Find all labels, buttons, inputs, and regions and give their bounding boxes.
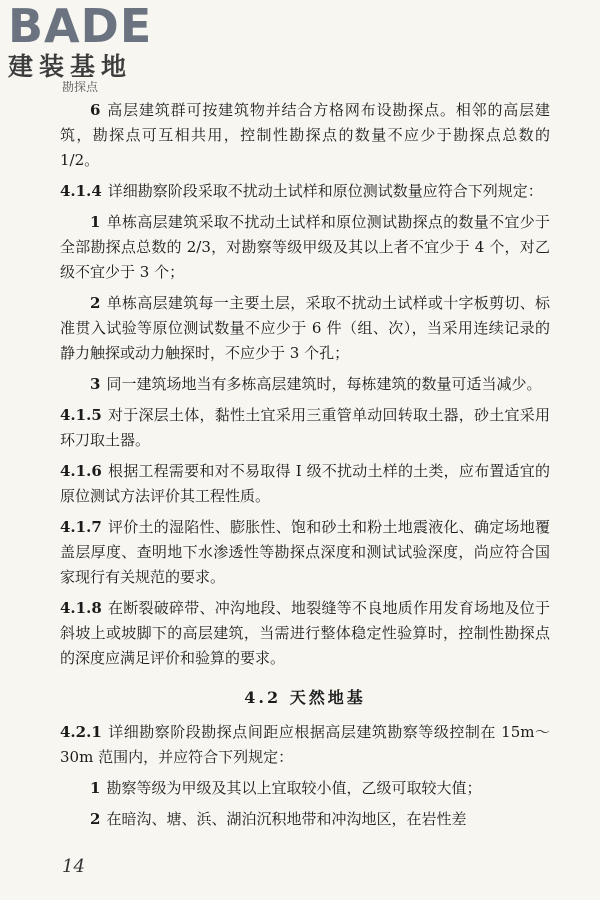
clause-number: 4.1.6 <box>60 462 102 480</box>
paragraph <box>60 372 550 397</box>
paragraph <box>60 807 550 832</box>
clause-text: 对于深层土体，黏性土宜采用三重管单动回转取土器，砂土宜采用环刀取土器。 <box>60 406 550 449</box>
clause-text: 在断裂破碎带、冲沟地段、地裂缝等不良地质作用发育场地及位于斜坡上或坡脚下的高层建筑，当需进行整体稳定性验算时，控制性勘探点的深度应满足评价和验算的要求。 <box>60 599 550 667</box>
paragraph <box>60 776 550 801</box>
item-number: 3 <box>90 375 101 393</box>
clause <box>60 515 550 590</box>
paragraph-text: 单栋高层建筑采取不扰动土试样和原位测试勘探点的数量不宜少于全部勘探点总数的 2/3，对勘察等级甲级及其以上者不宜少于 4 个，对乙级不宜少于 3 个； <box>60 213 550 281</box>
item-number: 2 <box>90 294 101 312</box>
item-number: 2 <box>90 810 101 828</box>
clause-number: 4.1.8 <box>60 599 102 617</box>
clause-text: 评价土的湿陷性、膨胀性、饱和砂土和粉土地震液化、确定场地覆盖层厚度、查明地下水渗透性等勘探点深度和测试试验深度，尚应符合国家现行有关规范的要求。 <box>60 518 550 586</box>
item-number: 6 <box>90 101 101 119</box>
clause-text: 根据工程需要和对不易取得 I 级不扰动土样的土类，应布置适宜的原位测试方法评价其工程性质。 <box>60 462 550 505</box>
clause-text: 详细勘察阶段勘探点间距应根据高层建筑勘察等级控制在 15m～30m 范围内，并应符合下列规定： <box>60 723 550 766</box>
paragraph <box>60 210 550 285</box>
paragraph-text: 在暗沟、塘、浜、湖泊沉积地带和冲沟地区，在岩性差 <box>106 810 467 828</box>
item-number: 1 <box>90 779 101 797</box>
clause <box>60 720 550 770</box>
page-number: 14 <box>62 856 85 877</box>
logo-subtitle: 建装基地 <box>8 52 133 81</box>
clause-text: 详细勘察阶段采取不扰动土试样和原位测试数量应符合下列规定： <box>107 182 543 200</box>
paragraph <box>60 98 550 173</box>
paragraph-text: 勘察等级为甲级及其以上宜取较小值，乙级可取较大值； <box>106 779 482 797</box>
logo-brand: BADE <box>8 0 153 53</box>
clause-number: 4.1.5 <box>60 406 102 424</box>
clause-number: 4.2.1 <box>60 723 102 741</box>
section-title: 4.2 天然地基 <box>244 688 366 707</box>
clause-number: 4.1.4 <box>60 182 102 200</box>
item-number: 1 <box>90 213 101 231</box>
header-fragment: 勘探点 <box>62 80 99 94</box>
paragraph-text: 单栋高层建筑每一主要土层，采取不扰动土试样或十字板剪切、标准贯入试验等原位测试数量不应少于 6 件（组、次），当采用连续记录的静力触探或动力触探时，不应少于 3 个孔； <box>60 294 550 362</box>
clause-number: 4.1.7 <box>60 518 102 536</box>
document-body <box>60 98 550 838</box>
clause <box>60 596 550 671</box>
clause <box>60 403 550 453</box>
clause <box>60 179 550 204</box>
paragraph-text: 高层建筑群可按建筑物并结合方格网布设勘探点。相邻的高层建筑，勘探点可互相共用，控制性勘探点的数量不应少于勘探点总数的 1/2。 <box>60 101 550 169</box>
paragraph <box>60 291 550 366</box>
clause <box>60 459 550 509</box>
paragraph-text: 同一建筑场地当有多栋高层建筑时，每栋建筑的数量可适当减少。 <box>106 375 542 393</box>
